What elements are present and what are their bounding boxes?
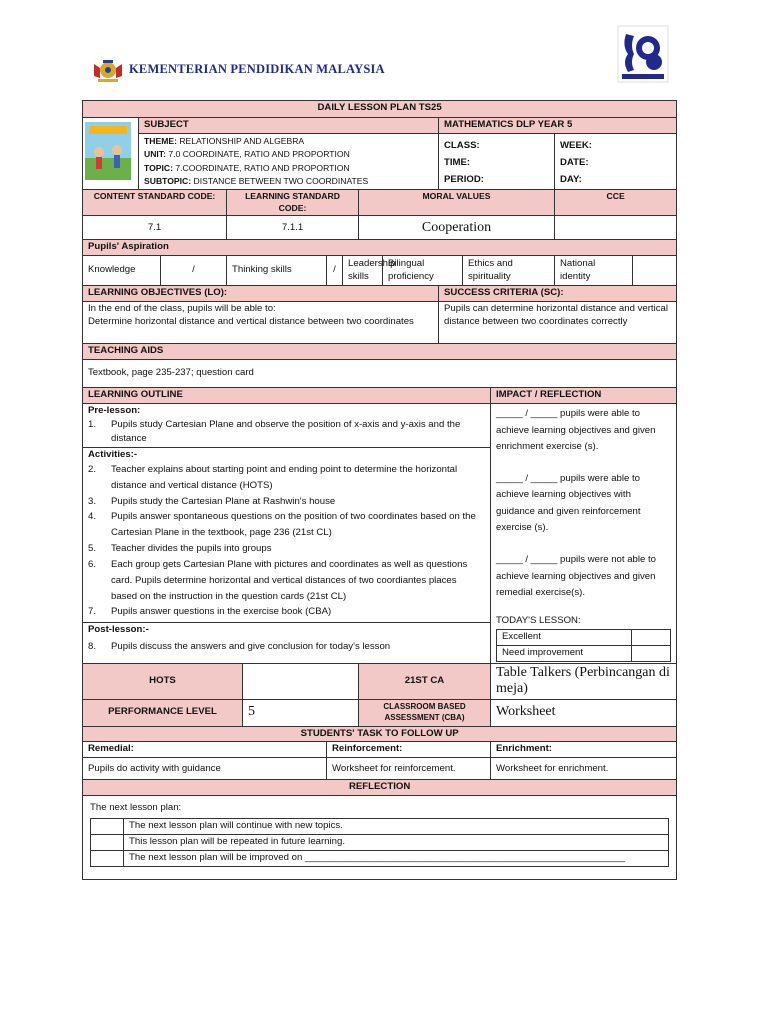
lesson-plan-table [82, 100, 677, 880]
subject-value: MATHEMATICS DLP YEAR 5 [439, 118, 677, 134]
learning-standard-code: 7.1.1 [227, 216, 359, 240]
step-1: 1. Pupils study Cartesian Plane and observe the position of x-axis and y-axis and the distance [88, 419, 461, 444]
theme-value: RELATIONSHIP AND ALGEBRA [179, 135, 305, 146]
aspiration-national: National identity [555, 256, 633, 286]
follow-up-label: STUDENTS' TASK TO FOLLOW UP [83, 726, 677, 742]
step-2: 2. Teacher explains about starting point and ending point to determine the horizontal distance and vertical distance (HOTS) [88, 463, 458, 491]
aspiration-label: Pupils' Aspiration [83, 240, 677, 256]
next-plan-option: The next lesson plan will be improved on ____________________________________________________________ [124, 851, 669, 867]
aspiration-bilingual: Bilingual proficiency [383, 256, 463, 286]
step-7: 7. Pupils answer questions in the exercise book (CBA) [88, 606, 332, 618]
todays-lesson-label: TODAY'S LESSON: [496, 615, 581, 627]
class-label: CLASS: [444, 139, 480, 151]
enrichment-text: Worksheet for enrichment. [491, 758, 677, 780]
plan-title: DAILY LESSON PLAN TS25 [83, 101, 677, 118]
content-standard-label: CONTENT STANDARD CODE: [83, 190, 227, 216]
next-plan-option: The next lesson plan will continue with new topics. [124, 819, 669, 835]
hots-value [243, 664, 359, 699]
lo-text: Determine horizontal distance and vertical distance between two coordinates [88, 316, 414, 328]
learning-standard-label: LEARNING STANDARD CODE: [227, 190, 359, 216]
aspiration-leadership: Leadership skills [343, 256, 383, 286]
excellent-checkbox[interactable] [632, 630, 671, 646]
week-label: WEEK: [560, 139, 592, 151]
ca-value: Table Talkers (Perbincangan di meja) [491, 664, 677, 699]
cce-value [555, 216, 677, 240]
ministry-crest-icon [90, 56, 126, 84]
cba-value: Worksheet [491, 699, 677, 726]
aspiration-thinking: Thinking skills [227, 256, 327, 286]
textbook-cover-image [85, 122, 131, 180]
option-checkbox[interactable] [91, 851, 124, 867]
period-label: PERIOD: [444, 173, 484, 185]
impact-label: IMPACT / REFLECTION [491, 388, 677, 404]
enrichment-label: Enrichment: [491, 742, 677, 758]
step-8: 8. Pupils discuss the answers and give conclusion for today's lesson [88, 641, 391, 653]
content-standard-code: 7.1 [83, 216, 227, 240]
moral-values-label: MORAL VALUES [359, 190, 555, 216]
reinforcement-label: Reinforcement: [327, 742, 491, 758]
impact-reinforcement: _____ / _____ pupils were able to achieve learning objectives with guidance and given reinforcement exercise (s). [496, 473, 641, 533]
remedial-text: Pupils do activity with guidance [83, 758, 327, 780]
option-checkbox[interactable] [91, 835, 124, 851]
rating-excellent: Excellent [497, 630, 632, 646]
need-improvement-checkbox[interactable] [632, 646, 671, 662]
next-plan-options [90, 818, 669, 867]
rating-need-improvement: Need improvement [497, 646, 632, 662]
activity-steps [88, 462, 485, 620]
step-6: 6. Each group gets Cartesian Plane with pictures and coordinates as well as questions card. Pupils determine horizontal and vertical distances of two coordiantes places based on the instruction in the question cards (21st CL) [88, 558, 468, 602]
cce-label: CCE [555, 190, 677, 216]
time-label: TIME: [444, 156, 471, 168]
aspiration-ethics: Ethics and spirituality [463, 256, 555, 286]
option-checkbox[interactable] [91, 819, 124, 835]
unit-label: UNIT: [144, 149, 166, 160]
aspiration-knowledge: Knowledge [83, 256, 161, 286]
hots-label: HOTS [83, 664, 243, 699]
national-mark [633, 256, 677, 286]
learning-outline-label: LEARNING OUTLINE [83, 388, 491, 404]
sc-text: Pupils can determine horizontal distance and vertical distance between two coordinates correctly [439, 302, 677, 344]
subtopic-value: DISTANCE BETWEEN TWO COORDINATES [193, 175, 369, 186]
ca-label: 21ST CA [359, 664, 491, 699]
post-lesson-steps [88, 639, 485, 655]
impact-remedial: _____ / _____ pupils were not able to achieve learning objectives and given remedial exercise(s). [496, 554, 657, 598]
pre-lesson-label: Pre-lesson: [88, 405, 141, 417]
sc-label: SUCCESS CRITERIA (SC): [439, 286, 677, 302]
teaching-aids-label: TEACHING AIDS [83, 344, 677, 360]
step-4: 4. Pupils answer spontaneous questions on the position of two coordinates based on the Cartesian Plane in the textbook, page 236 (21st CL) [88, 511, 476, 539]
day-label: DAY: [560, 173, 582, 185]
subtopic-label: SUBTOPIC: [144, 175, 192, 186]
moral-value: Cooperation [359, 216, 555, 240]
teaching-aids-text: Textbook, page 235-237; question card [83, 360, 677, 388]
performance-level-label: PERFORMANCE LEVEL [83, 699, 243, 726]
step-3: 3. Pupils study the Cartesian Plane at Rashwin's house [88, 495, 336, 507]
topic-label: TOPIC: [144, 162, 173, 173]
next-plan-option: This lesson plan will be repeated in future learning. [124, 835, 669, 851]
remedial-label: Remedial: [83, 742, 327, 758]
post-lesson-label: Post-lesson:- [88, 624, 149, 636]
topic-value: 7.COORDINATE, RATIO AND PROPORTION [175, 162, 350, 173]
lo-intro: In the end of the class, pupils will be able to: [88, 303, 276, 315]
lo-label: LEARNING OBJECTIVES (LO): [83, 286, 439, 302]
activities-label: Activities:- [88, 449, 138, 460]
cba-label: CLASSROOM BASED ASSESSMENT (CBA) [359, 699, 491, 726]
date-label: DATE: [560, 156, 589, 168]
unit-value: 7.0 COORDINATE, RATIO AND PROPORTION [168, 149, 350, 160]
theme-label: THEME: [144, 135, 177, 146]
performance-level-value: 5 [243, 699, 359, 726]
ministry-title: KEMENTERIAN PENDIDIKAN MALAYSIA [129, 62, 385, 76]
todays-lesson-rating [496, 629, 671, 662]
pre-lesson-steps [88, 418, 485, 445]
reinforcement-text: Worksheet for reinforcement. [327, 758, 491, 780]
subject-label: SUBJECT [139, 118, 439, 134]
reflection-label: REFLECTION [83, 780, 677, 796]
impact-enrichment: _____ / _____ pupils were able to achieve learning objectives and given enrichment exercise (s). [496, 408, 656, 452]
thinking-mark: / [327, 256, 343, 286]
next-plan-label: The next lesson plan: [90, 802, 182, 814]
knowledge-mark: / [161, 256, 227, 286]
step-5: 5. Teacher divides the pupils into groups [88, 543, 272, 555]
ts25-logo-icon [618, 26, 668, 82]
